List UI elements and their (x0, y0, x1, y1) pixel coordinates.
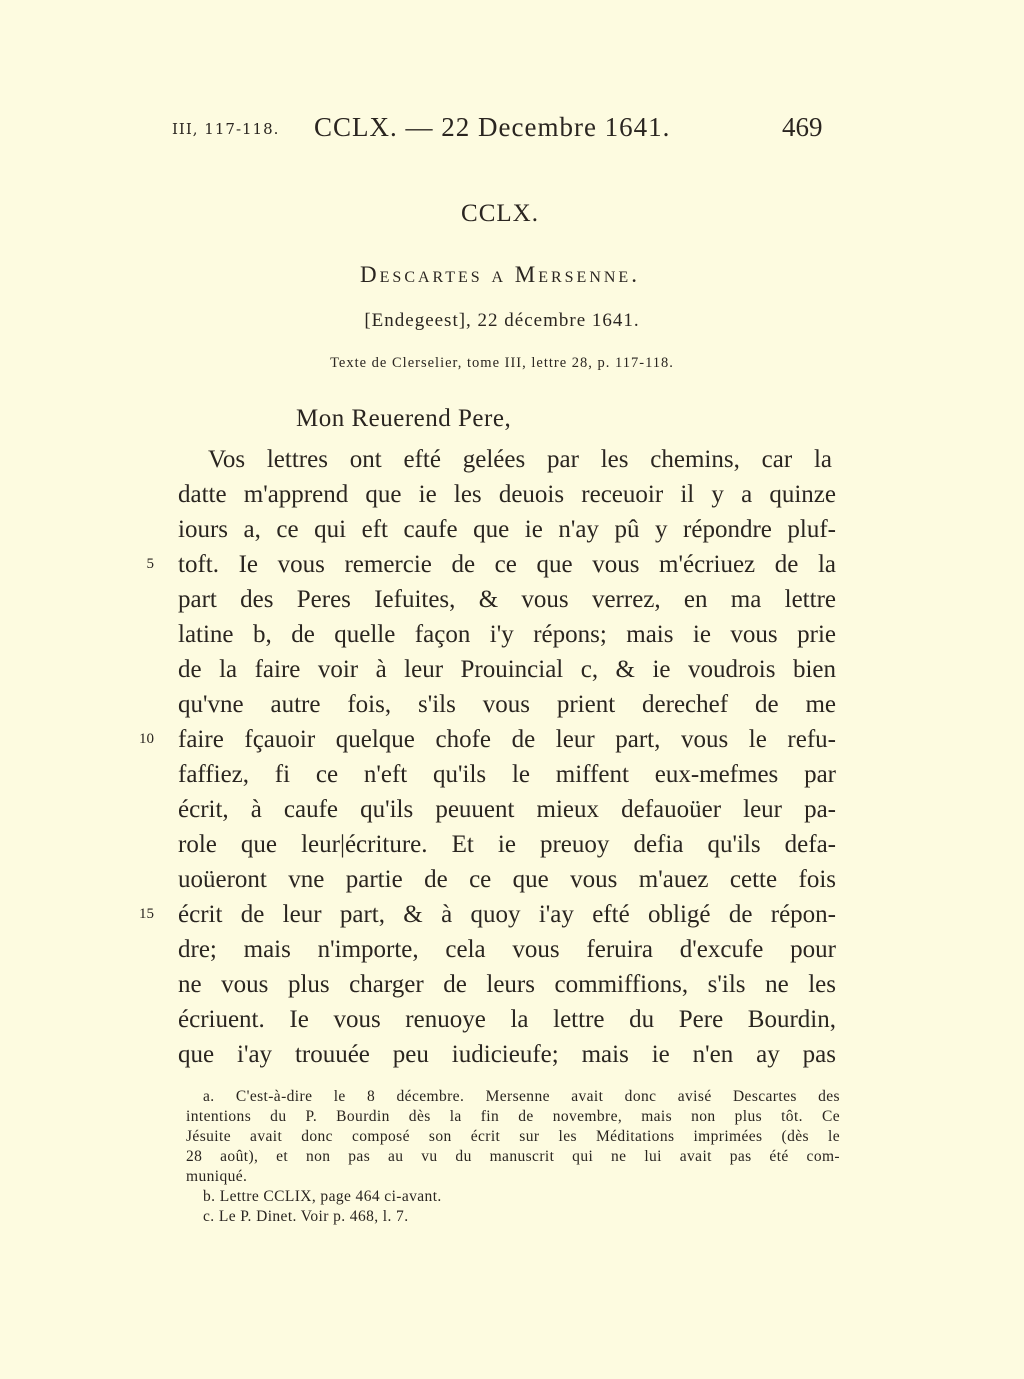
body-line: écrit de leur part, & à quoy i'ay efté obligé de répon- (178, 901, 836, 928)
body-line: de la faire voir à leur Prouincial c, & ie voudrois bien (178, 656, 836, 683)
body-line: Vos lettres ont efté gelées par les chemins, car la (208, 446, 832, 473)
body-line: datte m'apprend que ie les deuois receuoir il y a quinze (178, 481, 836, 508)
body-line: qu'vne autre fois, s'ils vous prient derechef de me (178, 691, 836, 718)
body-line: uoüeront vne partie de ce que vous m'auez cette fois (178, 866, 836, 893)
footnote-c: c. Le P. Dinet. Voir p. 468, l. 7. (203, 1208, 409, 1225)
body-line: écrit, à caufe qu'ils peuuent mieux defauoüer leur pa- (178, 796, 836, 823)
body-line: part des Peres Iefuites, & vous verrez, en ma lettre (178, 586, 836, 613)
body-line: que i'ay trouuée peu iudicieufe; mais ie n'en ay pas (178, 1041, 836, 1068)
salutation: Mon Reuerend Pere, (296, 405, 512, 432)
source-reference: III, 117-118. (172, 120, 280, 138)
footnote-a-line: 28 août), et non pas au vu du manuscrit qui ne lui avait pas été com- (186, 1148, 840, 1165)
footnote-a-line: Jésuite avait donc composé son écrit sur les Méditations imprimées (dès le (186, 1128, 840, 1145)
letter-number: CCLX. (461, 200, 539, 227)
body-line: iours a, ce qui eft caufe que ie n'ay pû y répondre pluf- (178, 516, 836, 543)
source-note: Texte de Clerselier, tome III, lettre 28, p. 117-118. (330, 355, 674, 371)
line-number: 10 (139, 731, 154, 747)
page-number: 469 (782, 112, 823, 142)
correspondents: Descartes a Mersenne. (360, 262, 640, 287)
body-line: ne vous plus charger de leurs commiffions, s'ils ne les (178, 971, 836, 998)
body-line: latine b, de quelle façon i'y répons; mais ie vous prie (178, 621, 836, 648)
dateline: [Endegeest], 22 décembre 1641. (364, 310, 640, 331)
body-line: faire fçauoir quelque chofe de leur part, vous le refu- (178, 726, 836, 753)
body-line: toft. Ie vous remercie de ce que vous m'écriuez de la (178, 551, 836, 578)
body-line: écriuent. Ie vous renuoye la lettre du Pere Bourdin, (178, 1006, 836, 1033)
footnote-b: b. Lettre CCLIX, page 464 ci-avant. (203, 1188, 442, 1205)
running-title: CCLX. — 22 Decembre 1641. (314, 112, 671, 142)
footnote-a-line: muniqué. (186, 1168, 248, 1185)
running-head (0, 112, 1024, 148)
line-number: 5 (146, 556, 154, 572)
line-number: 15 (139, 906, 154, 922)
footnote-a-line: intentions du P. Bourdin dès la fin de novembre, mais non plus tôt. Ce (186, 1108, 840, 1125)
body-line: role que leur|écriture. Et ie preuoy defia qu'ils defa- (178, 831, 836, 858)
body-line: dre; mais n'importe, cela vous feruira d'excufe pour (178, 936, 836, 963)
footnote-a-line: a. C'est-à-dire le 8 décembre. Mersenne avait donc avisé Descartes des (203, 1088, 840, 1105)
body-line: faffiez, fi ce n'eft qu'ils le miffent eux-mefmes par (178, 761, 836, 788)
